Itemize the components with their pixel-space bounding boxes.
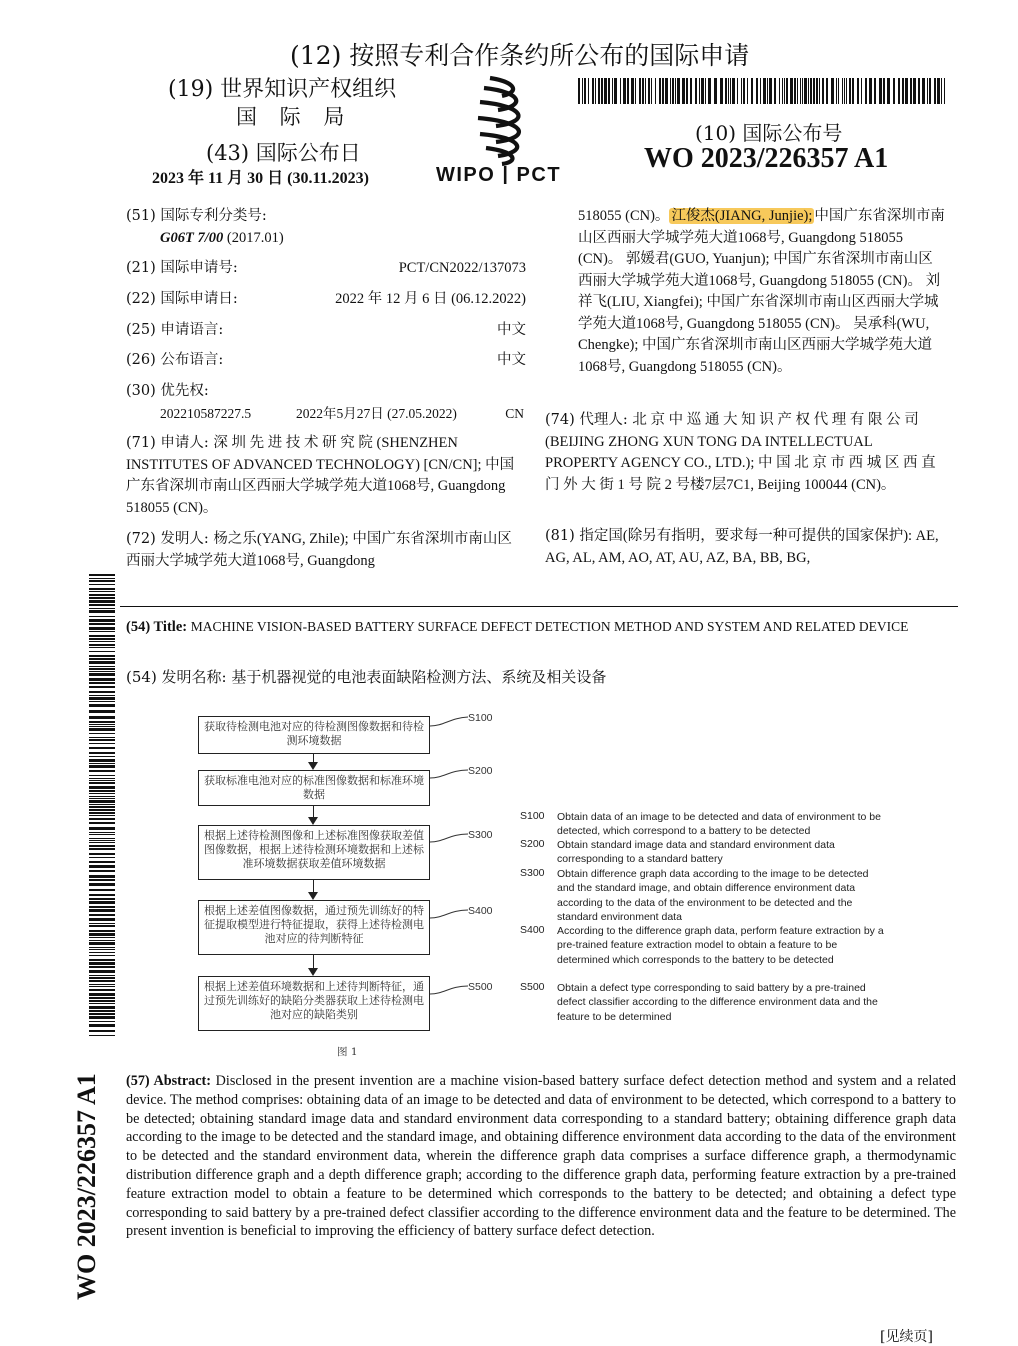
flow-connector: [313, 955, 314, 968]
globe-icon: [432, 72, 582, 184]
abstract-label: (57) Abstract:: [126, 1073, 211, 1089]
priority-date: 2022年5月27日 (27.05.2022): [296, 405, 457, 421]
legend-step-text: According to the difference graph data, perform feature extraction by a pre-trained feature extraction model to obtain a feature to be determined which corresponds to the battery to be detected: [557, 925, 884, 966]
field-81-label: (81) 指定国: [545, 528, 623, 544]
field-22: [126, 289, 526, 311]
publication-date: 2023 年 11 月 30 日 (30.11.2023): [152, 170, 369, 187]
flow-box-s500: 根据上述差值环境数据和上述待判断特征，通过预先训练好的缺陷分类器获取上述待检测电池对应的缺陷类别: [198, 976, 430, 1031]
abstract: [126, 1072, 956, 1241]
field-51-year: (2017.01): [223, 229, 284, 246]
flow-box-s400: 根据上述差值图像数据，通过预先训练好的特征提取模型进行特征提取，获得上述待检测电池对应的待判断特征: [198, 900, 430, 955]
title-chinese: [126, 666, 606, 687]
priority-number: 202210587227.5: [160, 405, 252, 421]
title-en-label: (54) Title:: [126, 619, 188, 635]
field-25-label: (25) 申请语言:: [126, 322, 224, 338]
priority-country: CN: [505, 405, 524, 421]
field-21: [126, 258, 526, 280]
legend-step-text: Obtain a defect type corresponding to said battery by a pre-trained defect classifier according to the difference environment data and the feature to be determined: [557, 982, 878, 1023]
highlighted-inventor: 江俊杰(JIANG, Junjie);: [671, 208, 813, 224]
legend-step-id: S500: [520, 981, 545, 993]
field-71-label: (71) 申请人:: [126, 435, 209, 451]
side-barcode: [89, 574, 115, 1036]
field-51: [126, 206, 526, 249]
publication-number: WO 2023/226357 A1: [644, 143, 889, 174]
field-72-label: (72) 发明人:: [126, 531, 209, 547]
title-en-text: MACHINE VISION-BASED BATTERY SURFACE DEFECT DETECTION METHOD AND SYSTEM AND RELATED DEVICE: [190, 619, 909, 634]
side-publication-number: WO 2023/226357 A1: [72, 1073, 101, 1300]
flow-connector: [313, 754, 314, 762]
step-label: S200: [468, 765, 493, 777]
step-leader-lines: [428, 712, 472, 1012]
wipo-pct-logo: [432, 72, 582, 184]
logo-text: WIPO | PCT: [436, 164, 562, 184]
abstract-text: Disclosed in the present invention are a machine vision-based battery surface defect detection method and system and a related device. The method comprises: obtaining data of an image to be detected and data of environment to be detected, which correspond to a battery to be detected; obtaining standard image data and standard environment data corresponding to a standard battery; obtaining difference graph data according to the image to be detected and the standard image, and obtaining difference environment data according to the data of the environment to be detected and the standard environment data, wherein the difference graph data comprises a surface difference graph, a thermodynamic distribution difference graph and a depth difference graph; according to the difference graph data, performing feature extraction by a pre-trained feature extraction model to obtain a feature to be determined which corresponds to the battery to be detected; and obtaining a defect type corresponding to said battery by a pre-trained defect classifier according to the difference environment data and the feature to be determined. The present invention is beneficial to improving the efficiency of battery surface defect detection.: [126, 1073, 957, 1240]
legend-step-text: Obtain data of an image to be detected and data of environment to be detected, which correspond to a battery to be detected: [557, 811, 881, 838]
field-81-text: (除另有指明，要求每一种可提供的国家保护): AE, AG, AL, AM, AO, AT, AU, AZ, BA, BB, BG,: [545, 528, 939, 566]
field-22-value: 2022 年 12 月 6 日 (06.12.2022): [335, 291, 526, 307]
field-72-text: 杨之乐(YANG, Zhile); 中国广东省深圳市南山区西丽大学城学苑大道1068号, Guangdong: [126, 531, 512, 569]
field-25: [126, 320, 526, 342]
continued-note: [见续页]: [880, 1329, 933, 1345]
field-26-label: (26) 公布语言:: [126, 352, 224, 368]
field-74-text: 北 京 中 巡 通 大 知 识 产 权 代 理 有 限 公 司 (BEIJING ZHONG XUN TONG DA INTELLECTUAL PROPERTY AGENCY CO., LTD.); 中 国 北 京 市 西 城 区 西 直 门 外 大 街 1 号 院 2 号楼7层7C1, Beijing 100044 (CN)。: [545, 412, 936, 493]
flow-box-s300: 根据上述待检测图像和上述标准图像获取差值图像数据，根据上述待检测环境数据和上述标准环境数据获取差值环境数据: [198, 825, 430, 880]
step-label: S400: [468, 905, 493, 917]
office-name: (19) 世界知识产权组织: [168, 77, 397, 102]
title-english: [126, 617, 961, 637]
arrow-down-icon: [308, 968, 318, 976]
step-label: S100: [468, 712, 493, 724]
legend-step-id: S200: [520, 838, 545, 850]
field-26-value: 中文: [497, 352, 526, 368]
field-51-label: (51) 国际专利分类号:: [126, 208, 267, 224]
top-barcode: [578, 78, 946, 104]
figure-caption: 图 1: [337, 1046, 358, 1058]
field-26: [126, 350, 526, 372]
arrow-down-icon: [308, 762, 318, 770]
publication-date-label: (43) 国际公布日: [206, 141, 361, 165]
flow-connector: [313, 806, 314, 817]
divider: [120, 606, 958, 607]
arrow-down-icon: [308, 892, 318, 900]
inventors-post: 中国广东省深圳市南山区西丽大学城学苑大道1068号, Guangdong 518055 (CN)。 郭媛君(GUO, Yuanjun); 中国广东省深圳市南山区西丽大学城学苑大道1068号, Guangdong 518055 (CN)。 刘祥飞(LIU, Xiangfei); 中国广东省深圳市南山区西丽大学城学苑大道1068号, Guangdong 518055 (CN)。 吴承科(WU, Chengke); 中国广东省深圳市南山区西丽大学城学苑大道1068号, Guangdong 518055 (CN)。: [578, 208, 945, 375]
field-74-label: (74) 代理人:: [545, 412, 628, 428]
field-30: [126, 381, 526, 425]
publication-type: (12) 按照专利合作条约所公布的国际申请: [290, 41, 750, 70]
title-zh-text: 基于机器视觉的电池表面缺陷检测方法、系统及相关设备: [231, 668, 607, 686]
legend-step-text: Obtain standard image data and standard environment data corresponding to a standard battery: [557, 839, 835, 866]
office-subtitle: 国 际 局: [236, 105, 353, 129]
field-25-value: 中文: [497, 322, 526, 338]
legend-step-text: Obtain difference graph data according to the image to be detected and the standard image, and obtain difference environment data according to the data of the environment to be detected and the standard environment data: [557, 868, 869, 923]
field-51-value: G06T 7/00: [160, 229, 224, 246]
legend-step-id: S100: [520, 810, 545, 822]
title-zh-label: (54) 发明名称:: [126, 668, 227, 686]
flow-box-s100: 获取待检测电池对应的待检测图像数据和待检测环境数据: [198, 716, 430, 754]
flow-box-s200: 获取标准电池对应的标准图像数据和标准环境数据: [198, 770, 430, 806]
field-21-value: PCT/CN2022/137073: [398, 260, 526, 276]
step-label: S300: [468, 829, 493, 841]
field-30-label: (30) 优先权:: [126, 383, 209, 399]
step-label: S500: [468, 981, 493, 993]
field-81: [545, 526, 945, 569]
field-72: [126, 529, 526, 572]
field-22-label: (22) 国际申请日:: [126, 291, 238, 307]
field-74: [545, 410, 945, 496]
field-71-text: 深 圳 先 进 技 术 研 究 院 (SHENZHEN INSTITUTES OF ADVANCED TECHNOLOGY) [CN/CN]; 中国广东省深圳市南山区西丽大学城学苑大道1068号, Guangdong 518055 (CN)。: [126, 435, 515, 516]
field-21-label: (21) 国际申请号:: [126, 260, 238, 276]
legend-step-id: S300: [520, 867, 545, 879]
publication-number-label: (10) 国际公布号: [695, 121, 843, 145]
field-71: [126, 433, 526, 519]
inventors-continued: [578, 206, 946, 378]
arrow-down-icon: [308, 817, 318, 825]
legend-step-id: S400: [520, 924, 545, 936]
inventors-pre: 518055 (CN)。: [578, 208, 670, 224]
flow-connector: [313, 880, 314, 892]
